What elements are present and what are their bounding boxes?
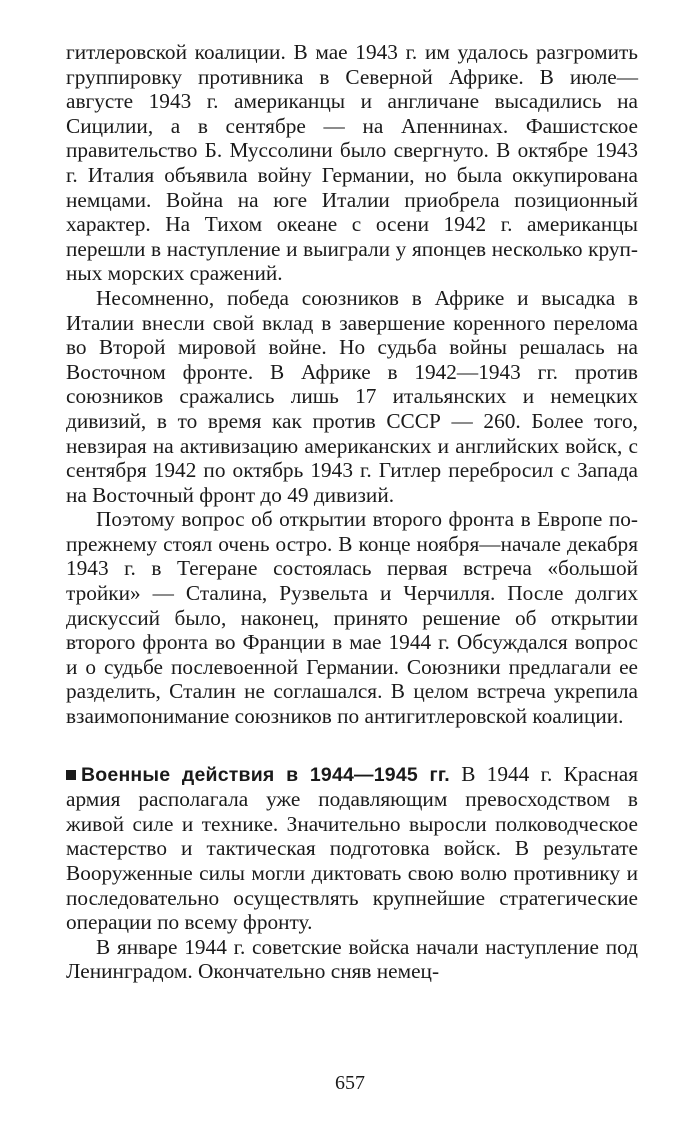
paragraph-coalition-end: гитлеровской коалиции. В мае 1943 г. им удалось разгромить группировку противника в Северной Африке. В июле—августе 1943 г. американцы и англичане высадились на Сицилии, а в сентябре — на Апеннинах. Фашистское правительство Б. Муссолини было свергнуто. В октябре 1943 г. Италия объявила войну Германии, но была оккупирована немцами. Война на юге Италии приобрела позиционный характер. На Тихом океане с осени 1942 г. американцы перешли в наступление и выиграли у японцев несколько крупных морских сражений. <box>66 40 638 286</box>
paragraph-leningrad-offensive: В январе 1944 г. советские войска начали наступление под Ленинградом. Окончательно сняв немец- <box>66 934 638 984</box>
page-body <box>66 40 638 984</box>
paragraph-allies-africa-italy: Несомненно, победа союзников в Африке и высадка в Италии внесли свой вклад в завершение коренного перелома во Второй мировой войне. Но судьба войны решалась на Восточном фронте. В Африке в 1942—1943 гг. против союзников сражались лишь 17 итальянских и немецких дивизий, в то время как против СССР — 260. Более того, невзирая на активизацию американских и английских войск, с сентября 1942 по октябрь 1943 г. Гитлер перебросил с Запада на Восточный фронт до 49 дивизий. <box>66 285 638 507</box>
section-lead-text: В 1944 г. Красная армия располагала уже подавляющим превосходством в живой силе и технике. Значительно выросли полководческое мастерство и тактическая подготовка войск. В результате Вооруженные силы могли диктовать свою волю противнику и последовательно осуществлять крупнейшие стратегические операции по всему фронту. <box>66 761 638 935</box>
section-heading: Военные действия в 1944—1945 гг. <box>81 763 450 786</box>
paragraph-tehran-conference: Поэтому вопрос об открытии второго фронта в Европе по-прежнему стоял очень остро. В конце ноября—начале декабря 1943 г. в Тегеране состоялась первая встреча «большой тройки» — Сталина, Рузвельта и Черчилля. После долгих дискуссий было, наконец, принято решение об открытии второго фронта во Франции в мае 1944 г. Обсуждался вопрос и о судьбе послевоенной Германии. Союзники предлагали ее разделить, Сталин не соглашался. В целом встреча укрепила взаимопонимание союзников по антигитлеровской коалиции. <box>66 507 638 729</box>
section-bullet-icon <box>66 770 76 780</box>
section-spacer <box>66 729 638 762</box>
section-paragraph-1944-1945 <box>66 762 638 935</box>
page-number: 657 <box>335 1072 365 1094</box>
